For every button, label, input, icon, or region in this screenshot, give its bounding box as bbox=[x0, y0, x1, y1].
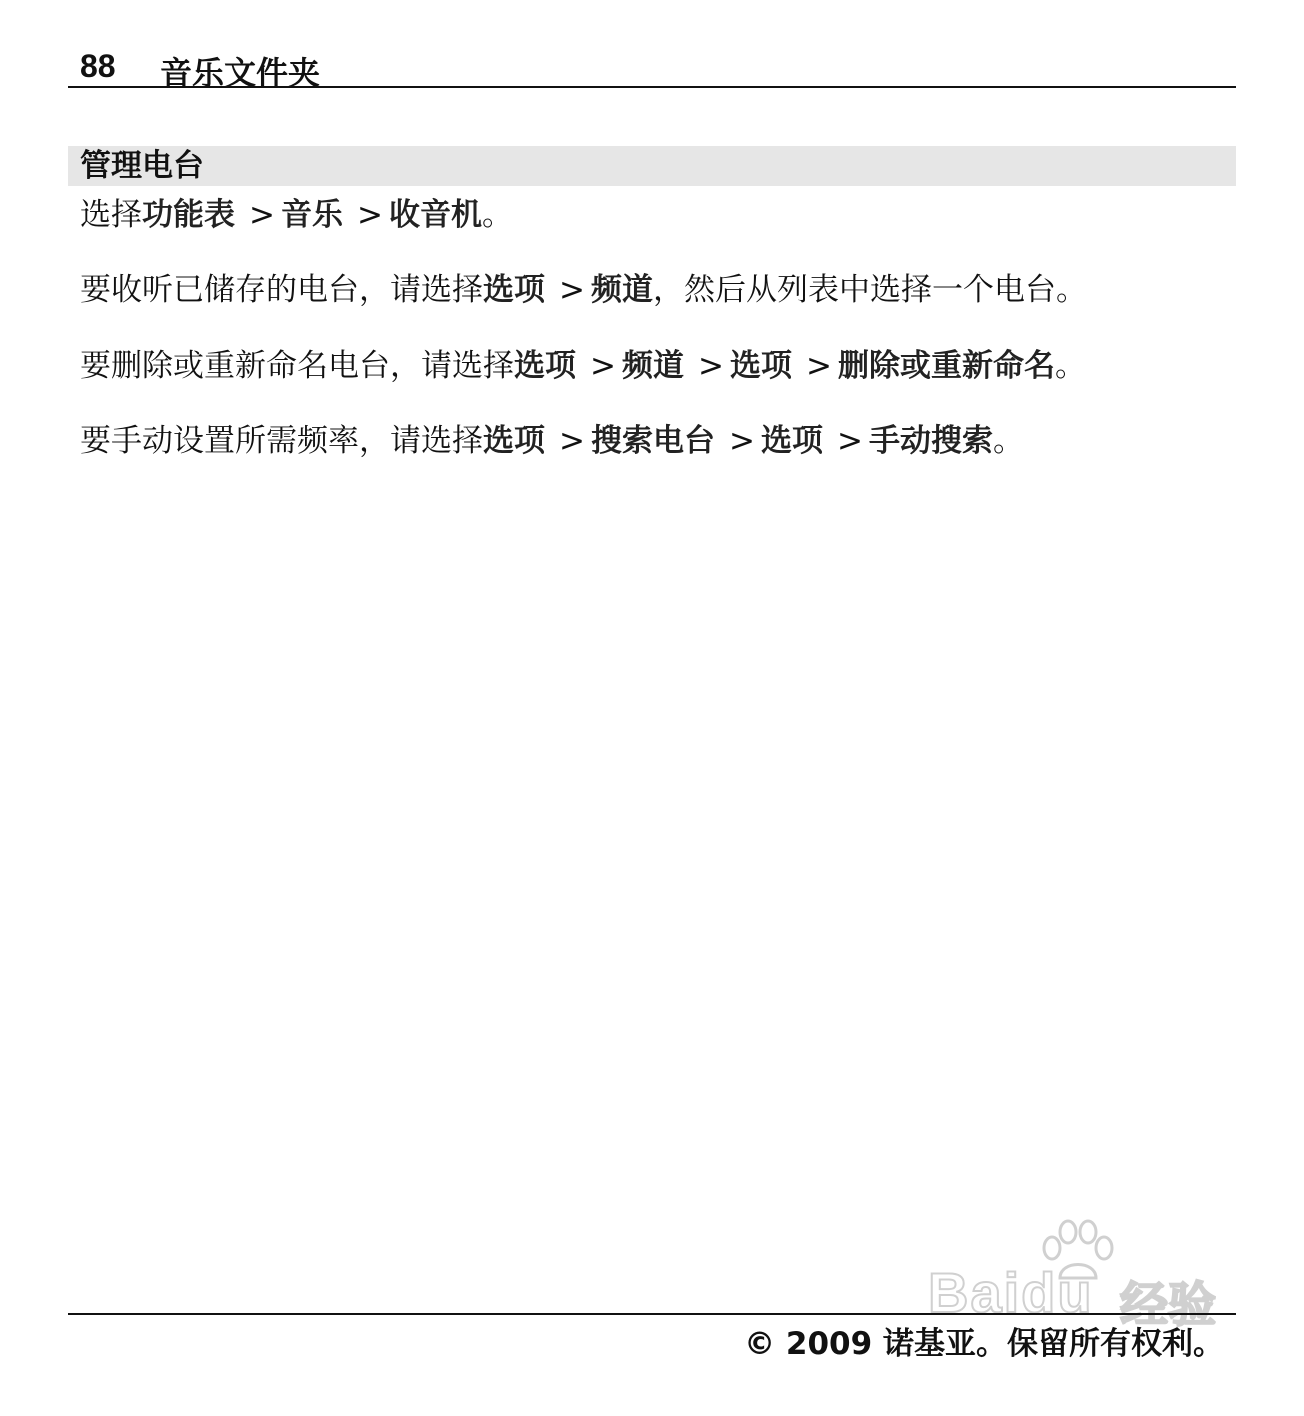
menu-path-separator: > bbox=[590, 348, 616, 384]
menu-path-separator: > bbox=[559, 423, 585, 459]
menu-path-item: 手动搜索 bbox=[868, 423, 993, 459]
copyright-notice: © 2009 诺基亚。保留所有权利。 bbox=[744, 1326, 1224, 1362]
menu-path-item: 音乐 bbox=[280, 197, 343, 233]
menu-path-separator: > bbox=[356, 197, 383, 233]
paragraph-manual-tune bbox=[80, 421, 1024, 461]
menu-path-item: 选项 bbox=[729, 348, 792, 384]
paragraph-text: 要收听已储存的电台，请选择 bbox=[80, 272, 483, 308]
paragraph-text: ，然后从列表中选择一个电台。 bbox=[652, 272, 1087, 308]
paragraph-delete-rename bbox=[80, 346, 1086, 386]
paragraph-text: 要删除或重新命名电台，请选择 bbox=[80, 348, 514, 384]
menu-path-item: 选项 bbox=[760, 423, 823, 459]
page-number: 88 bbox=[80, 48, 116, 84]
menu-path-item: 收音机 bbox=[388, 197, 482, 233]
paragraph-text: 选择 bbox=[80, 197, 142, 233]
menu-path-item: 选项 bbox=[514, 348, 576, 384]
menu-path-separator: > bbox=[559, 272, 585, 308]
page-header bbox=[68, 44, 1236, 92]
menu-path-item: 选项 bbox=[483, 423, 545, 459]
paragraph-text: 要手动设置所需频率，请选择 bbox=[80, 423, 483, 459]
paragraph-listen-station bbox=[80, 270, 1087, 310]
menu-path-separator: > bbox=[805, 348, 832, 384]
paragraph-text: 。 bbox=[481, 197, 513, 233]
menu-path-separator: > bbox=[697, 348, 724, 384]
menu-path-item: 频道 bbox=[590, 272, 653, 308]
menu-path-separator: > bbox=[249, 197, 275, 233]
watermark-label: 经验 bbox=[1120, 1277, 1217, 1333]
menu-path-item: 选项 bbox=[483, 272, 545, 308]
menu-path-item: 搜索电台 bbox=[590, 423, 715, 459]
footer-divider bbox=[68, 1313, 1236, 1315]
menu-path-item: 频道 bbox=[621, 348, 684, 384]
paragraph-text: 。 bbox=[1054, 348, 1086, 384]
watermark-brand: Baidu bbox=[928, 1261, 1094, 1324]
baidu-watermark-logo bbox=[928, 1218, 1228, 1333]
menu-path-item: 删除或重新命名 bbox=[837, 348, 1055, 384]
menu-path-separator: > bbox=[836, 423, 863, 459]
paragraph-text: 。 bbox=[992, 423, 1024, 459]
menu-path-item: 功能表 bbox=[142, 197, 235, 233]
menu-path-separator: > bbox=[728, 423, 755, 459]
section-heading: 管理电台 bbox=[68, 146, 1236, 186]
chapter-title: 音乐文件夹 bbox=[160, 54, 321, 92]
paragraph-open-radio bbox=[80, 195, 513, 235]
